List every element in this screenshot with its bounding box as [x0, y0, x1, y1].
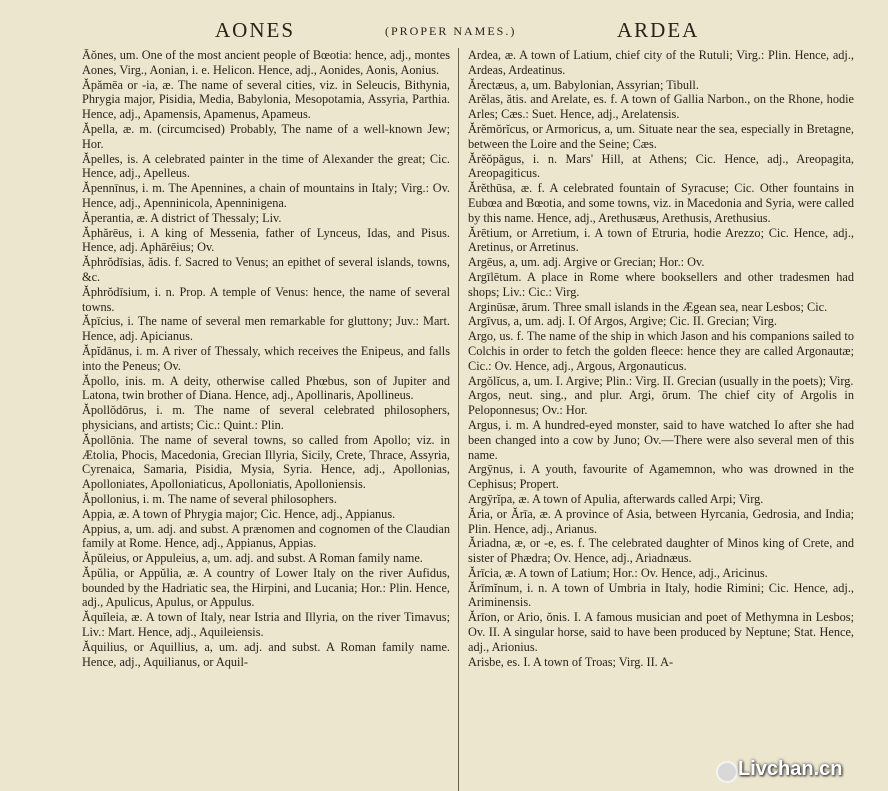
- dictionary-entry: Āŏnes, um. One of the most ancient people of Bœotia: hence, adj., montes Aones, Virg., Aonian, i. e. Helicon. Hence, adj., Aonides, Aonis, Aonius.: [82, 48, 450, 77]
- dictionary-entry: Ărīmĭnum, i. n. A town of Umbria in Italy, hodie Rimini; Cic. Hence, adj., Ariminensis.: [468, 580, 854, 610]
- dictionary-entry: Argos, neut. sing., and plur. Argi, ōrum. The chief city of Argolis in Peloponnesus; Ov.: Hor.: [468, 388, 854, 418]
- left-column: [82, 48, 450, 669]
- dictionary-entry: Ăpollo, inis. m. A deity, otherwise called Phœbus, son of Jupiter and Latona, twin brother of Diana. Hence, adj., Apollinaris, Apollineus.: [82, 373, 450, 403]
- right-column: [468, 48, 854, 669]
- dictionary-entry: Ărectæus, a, um. Babylonian, Assyrian; Tibull.: [468, 77, 699, 92]
- watermark: Livchan.cn: [738, 758, 843, 780]
- dictionary-entry: Ăpīcius, i. The name of several men remarkable for gluttony; Juv.: Mart. Hence, adj. Apicianus.: [82, 314, 450, 344]
- dictionary-entry: Ăphrŏdīsium, i. n. Prop. A temple of Venus: hence, the name of several towns.: [82, 284, 450, 314]
- dictionary-entry: Ăquilius, or Aquillius, a, um. adj. and subst. A Roman family name. Hence, adj., Aquilianus, or Aquil-: [82, 639, 450, 669]
- dictionary-entry: Ăpelles, is. A celebrated painter in the time of Alexander the great; Cic. Hence, adj., Apelleus.: [82, 151, 450, 181]
- dictionary-entry: Arĕlas, ătis. and Arelate, es. f. A town of Gallia Narbon., on the Rhone, hodie Arles; Cæs.: Suet. Hence, adj., Arelatensis.: [468, 92, 854, 122]
- dictionary-entry: Ăpella, æ. m. (circumcised) Probably, The name of a well-known Jew; Hor.: [82, 121, 450, 151]
- dictionary-entry: Ăphărēus, i. A king of Messenia, father of Lynceus, Idas, and Pisus. Hence, adj. Aphārēius; Ov.: [82, 225, 450, 255]
- dictionary-entry: Ardea, æ. A town of Latium, chief city of the Rutuli; Virg.: Plin. Hence, adj., Ardeas, Ardeatinus.: [468, 48, 854, 77]
- dictionary-entry: Arginūsæ, ārum. Three small islands in the Ægean sea, near Lesbos; Cic.: [468, 299, 828, 314]
- page-header: [0, 14, 888, 46]
- dictionary-entry: Ărĕmŏrĭcus, or Armoricus, a, um. Situate near the sea, especially in Bretagne, between the Loire and the Seine; Cæs.: [468, 121, 854, 151]
- dictionary-entry: Argŏlĭcus, a, um. I. Argive; Plin.: Virg. II. Grecian (usually in the poets); Virg.: [468, 373, 854, 388]
- dictionary-entry: Argēus, a, um. adj. Argive or Grecian; Hor.: Ov.: [468, 255, 705, 270]
- dictionary-entry: Ărĕthūsa, æ. f. A celebrated fountain of Syracuse; Cic. Other fountains in Eubœa and Bœotia, and some towns, viz. in Macedonia and Syria, were called by this name. Hence, adj., Arethusæus, Arethusis, Arethusius.: [468, 181, 854, 225]
- dictionary-entry: Appia, æ. A town of Phrygia major; Cic. Hence, adj., Appianus.: [82, 506, 396, 521]
- dictionary-entry: Ăperantia, æ. A district of Thessaly; Liv.: [82, 210, 282, 225]
- dictionary-entry: Ăpŭlia, or Appŭlia, æ. A country of Lower Italy on the river Aufidus, bounded by the Hadriatic sea, the Hirpini, and Lucania; Hor.: Plin. Hence, adj., Apulicus, Apulus, or Appulus.: [82, 565, 450, 610]
- column-divider: [458, 48, 459, 791]
- dictionary-entry: Argo, us. f. The name of the ship in which Jason and his companions sailed to Colchis in order to fetch the golden fleece: hence they are called Argonautæ; Cic.: Ov. Hence, adj., Argous, Argonauticus.: [468, 329, 854, 373]
- dictionary-entry: Arisbe, es. I. A town of Troas; Virg. II. A-: [468, 654, 674, 669]
- dictionary-entry: Argȳrĭpa, æ. A town of Apulia, afterwards called Arpi; Virg.: [468, 491, 764, 506]
- dictionary-entry: Ăpămēa or -ia, æ. The name of several cities, viz. in Seleucis, Bithynia, Phrygia major, Pisidia, Media, Babylonia, Mesopotamia, Assyria, Parthia. Hence, adj., Apamensis, Apamenus, Apameus.: [82, 77, 450, 122]
- dictionary-entry: Ărīon, or Ario, ŏnis. I. A famous musician and poet of Methymna in Lesbos; Ov. II. A singular horse, said to have been produced by Neptune; Stat. Hence, adj., Arionius.: [468, 610, 854, 654]
- dictionary-entry: Argīvus, a, um. adj. I. Of Argos, Argive; Cic. II. Grecian; Virg.: [468, 314, 777, 329]
- dictionary-entry: Ăpollonius, i. m. The name of several philosophers.: [82, 491, 337, 506]
- dictionary-entry: Ăria, or Ărīa, æ. A province of Asia, between Hyrcania, Gedrosia, and India; Plin. Hence, adj., Arianus.: [468, 506, 854, 536]
- dictionary-entry: Ărīcia, æ. A town of Latium; Hor.: Ov. Hence, adj., Aricinus.: [468, 565, 768, 580]
- dictionary-entry: Ăriadna, æ, or -e, es. f. The celebrated daughter of Minos king of Crete, and sister of Phædra; Ov. Hence, adj., Ariadnæus.: [468, 536, 854, 566]
- dictionary-entry: Ărētium, or Arretium, i. A town of Etruria, hodie Arezzo; Cic. Hence, adj., Aretinus, or Arretinus.: [468, 225, 854, 255]
- dictionary-entry: Argus, i. m. A hundred-eyed monster, said to have watched Io after she had been changed into a cow by Juno; Ov.—There were also several men of this name.: [468, 417, 854, 462]
- header-right-guide-word: ARDEA: [617, 18, 700, 42]
- dictionary-entry: Ăpŭleius, or Appuleius, a, um. adj. and subst. A Roman family name.: [82, 551, 423, 566]
- dictionary-entry: Argīlētum. A place in Rome where booksellers and other tradesmen had shops; Liv.: Cic.: Virg.: [468, 269, 854, 299]
- dictionary-entry: Ăpollŏdōrus, i. m. The name of several celebrated philosophers, physicians, and artists; Cic.: Quint.: Plin.: [82, 403, 450, 432]
- header-section-title: (PROPER NAMES.): [385, 24, 517, 38]
- dictionary-entry: Ăquĭleia, æ. A town of Italy, near Istria and Illyria, on the river Timavus; Liv.: Mart. Hence, adj., Aquileiensis.: [82, 610, 450, 640]
- dictionary-entry: Appius, a, um. adj. and subst. A prænomen and cognomen of the Claudian family at Rome. Hence, adj., Appianus, Appias.: [82, 521, 450, 551]
- dictionary-entry: Ăpennīnus, i. m. The Apennines, a chain of mountains in Italy; Virg.: Ov. Hence, adj., Apenninicola, Apenninigena.: [82, 181, 450, 210]
- dictionary-entry: Ăphrŏdīsias, ădis. f. Sacred to Venus; an epithet of several islands, towns, &c.: [82, 255, 450, 284]
- dictionary-entry: Ăpĭdānus, i. m. A river of Thessaly, which receives the Enipeus, and falls into the Peneus; Ov.: [82, 343, 450, 373]
- dictionary-entry: Argȳnus, i. A youth, favourite of Agamemnon, who was drowned in the Cephisus; Propert.: [468, 462, 854, 492]
- dictionary-entry: Ăpollōnia. The name of several towns, so called from Apollo; viz. in Ætolia, Phocis, Macedonia, Grecian Illyria, Sicily, Crete, Thrace, Assyria, Cyrenaica, Samaria, Pisidia, Mysia, Syria. Hence, adj., Apollonias, Apolloniates, Apolloniaticus, Apolloniatis, Apolloniensis.: [82, 432, 450, 492]
- header-left-guide-word: AONES: [215, 18, 296, 42]
- dictionary-entry: Ărĕŏpăgus, i. n. Mars' Hill, at Athens; Cic. Hence, adj., Areopagita, Areopagiticus.: [468, 151, 854, 181]
- watermark-logo-icon: [716, 761, 738, 783]
